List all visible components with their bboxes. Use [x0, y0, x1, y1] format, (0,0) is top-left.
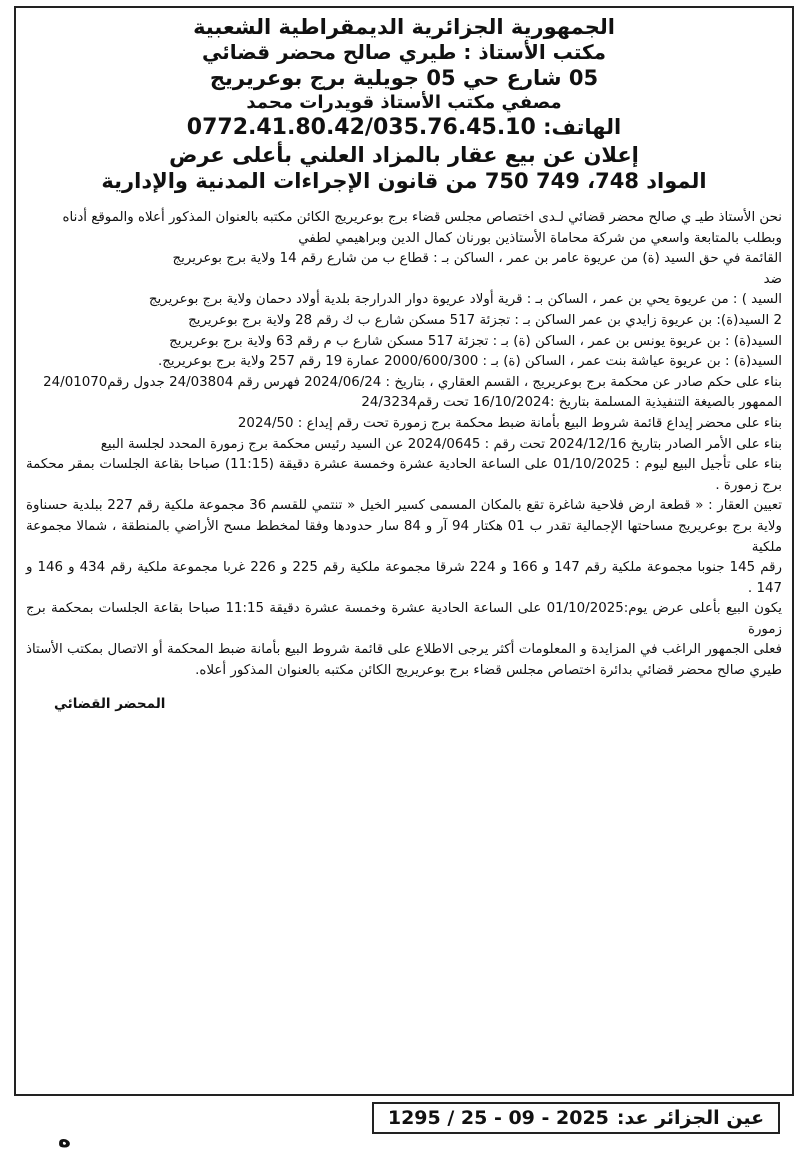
announcement-body [26, 208, 782, 682]
paragraph-against: ضد [763, 271, 782, 287]
announcement-title: إعلان عن بيع عقار بالمزاد العلني بأعلى عرض [169, 142, 639, 167]
publication-label: عين الجزائر عد: [616, 1107, 765, 1129]
paragraph-debtor-4: السيد(ة) : بن عريوة عياشة بنت عمر ، الساكن (ة) بـ : 2000/600/300 عمارة 19 رقم 257 ولاية برج بوعريريج. [158, 354, 782, 370]
liquidator-line: مصفي مكتب الأستاذ قويدرات محمد [246, 91, 562, 113]
office-line: مكتب الأستاذ : طيري صالح محضر قضائي [201, 40, 606, 65]
paragraph-sale: يكون البيع بأعلى عرض يوم:01/10/2025 على الساعة الحادية عشرة وخمسة عشرة دقيقة 11:15 صباحا بقاعة الجلسات بمحكمة برج زمورة [26, 601, 783, 637]
paragraph-public-notice: فعلى الجمهور الراغب في المزايدة و المعلومات أكثر يرجى الاطلاع على قائمة شروط البيع بأمانة ضبط المحكمة أو الاتصال بمكتب الأستاذ طيري صالح محضر قضائي بدائرة اختصاص مجلس قضاء برج بوعريريج الكائن مكتبه بالعنوان المذكور أعلاه. [26, 642, 782, 679]
paragraph-debtor-3: السيد(ة) : بن عريوة يونس بن عمر ، الساكن (ة) بـ : تجزئة 517 مسكن شارع ب م رقم 63 ولاية برج بوعريريج [169, 333, 782, 349]
paragraph-debtor-1: السيد ) : من عريوة يحي بن عمر ، الساكن بـ : قرية أولاد عريوة دوار الدرارجة بلدية أولاد دحمان ولاية برج بوعريريج [148, 292, 782, 308]
signer: المحضر القضائي [54, 695, 166, 712]
paragraph-judgment: بناء على حكم صادر عن محكمة برج بوعريريج ، القسم العقاري ، بتاريخ : 2024/06/24 فهرس رقم 24/03804 جدول رقم24/01070 [43, 374, 782, 390]
paragraph-deposit: بناء على محضر إيداع قائمة شروط البيع بأمانة ضبط محكمة برج زمورة تحت رقم إيداع : 2024/50 [237, 415, 782, 431]
paragraph-creditor: القائمة في حق السيد (ة) من عريوة عامر بن عمر ، الساكن بـ : قطاع ب من شارع رقم 14 ولاية برج بوعريريج [172, 251, 782, 267]
paragraph-bailiff: نحن الأستاذ طيـ ي صالح محضر قضائي لـدى اختصاص مجلس قضاء برج بوعريريج الكائن مكتبه بالعنوان المذكور أعلاه والموقع أدناه [62, 210, 782, 225]
republic-title: الجمهورية الجزائرية الديمقراطية الشعبية [193, 15, 615, 39]
paragraph-property: تعيين العقار : « قطعة ارض فلاحية شاغرة تقع بالمكان المسمى كسير الخيل « تنتمي للقسم 36 مجموعة ملكية رقم 227 ببلدية حسناوة ولاية برج بوعريريج مساحتها الإجمالية تقدر ب 01 هكتار 94 آر و 84 سار حدودها وفقا لمخطط مسح الأراضي بالمنطقة ، شمالا مجموعة ملكية [26, 498, 782, 555]
paragraph-request: وبطلب بالمتابعة واسعي من شركة محاماة الأستاذين بورنان كمال الدين وبراهيمي لطفي [298, 230, 782, 246]
corner-mark: ه [58, 1128, 71, 1153]
phone-numbers: 0772.41.80.42/035.76.45.10 [186, 115, 536, 140]
header [26, 14, 782, 194]
phone-label: الهاتف: [543, 115, 622, 139]
paragraph-postponement: بناء على تأجيل البيع ليوم : 01/10/2025 على الساعة الحادية عشرة وخمسة عشرة دقيقة (11:15) صباحا بقاعة الجلسات بمقر محكمة برج زمورة . [26, 457, 782, 493]
address-line: 05 شارع حي 05 جويلية برج بوعريريج [209, 66, 599, 91]
publication-number: 1295 / 25 - 09 - 2025 [387, 1107, 609, 1129]
paragraph-order: بناء على الأمر الصادر بتاريخ 2024/12/16 تحت رقم : 2024/0645 عن السيد رئيس محكمة برج زمورة المحدد لجلسة البيع [100, 436, 782, 452]
phone-line [26, 114, 782, 142]
announcement-frame [14, 6, 794, 1096]
publication-reference [372, 1102, 780, 1134]
paragraph-enforcement: الممهور بالصيغة التنفيذية المسلمة بتاريخ :16/10/2024 تحت رقم24/3234 [361, 395, 782, 411]
paragraph-boundaries: رقم 145 جنوبا مجموعة ملكية رقم 147 و 166 و 224 شرقا مجموعة ملكية رقم 225 و 226 غربا مجموعة ملكية رقم 434 و 146 و 147 . [26, 560, 783, 596]
paragraph-debtor-2: 2 السيد(ة): بن عريوة زايدي بن عمر الساكن بـ : تجزئة 517 مسكن شارع ب ك رقم 28 ولاية برج بوعريريج [188, 312, 782, 328]
legal-articles: المواد 748، 749 750 من قانون الإجراءات المدنية والإدارية [101, 168, 707, 193]
